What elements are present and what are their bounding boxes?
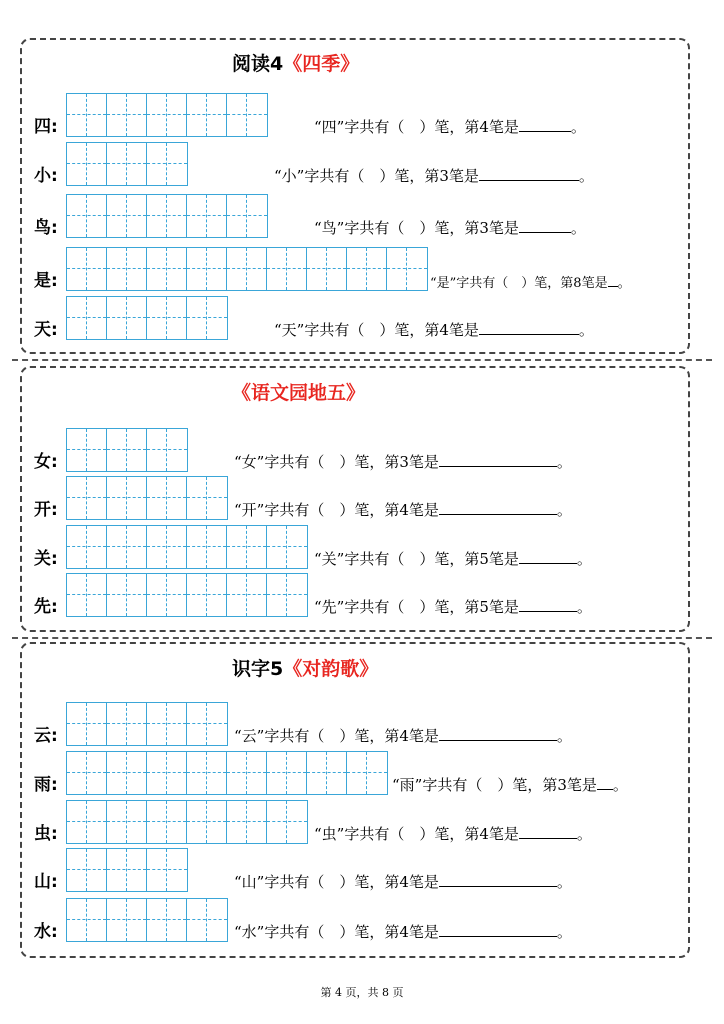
writing-grid[interactable] [66, 848, 188, 892]
grid-cell[interactable] [147, 526, 187, 568]
grid-cell[interactable] [227, 248, 267, 290]
grid-cell[interactable] [187, 297, 227, 339]
stroke-question: “四”字共有（ ）笔，第4笔是 。 [314, 118, 586, 136]
grid-cell[interactable] [387, 248, 427, 290]
section-divider [12, 359, 712, 361]
stroke-question: “先”字共有（ ）笔，第5笔是 。 [314, 598, 592, 616]
grid-cell[interactable] [107, 526, 147, 568]
grid-cell[interactable] [187, 801, 227, 843]
answer-blank[interactable] [439, 921, 557, 937]
grid-cell[interactable] [187, 703, 227, 745]
lesson-number: 阅读4 [232, 53, 284, 75]
grid-cell[interactable] [67, 526, 107, 568]
grid-cell[interactable] [67, 849, 107, 891]
grid-cell[interactable] [107, 849, 147, 891]
character-label: 水: [34, 922, 58, 942]
grid-cell[interactable] [147, 899, 187, 941]
stroke-question: “虫”字共有（ ）笔，第4笔是 。 [314, 825, 592, 843]
grid-cell[interactable] [187, 477, 227, 519]
grid-cell[interactable] [227, 801, 267, 843]
practice-row [0, 142, 724, 188]
grid-cell[interactable] [107, 801, 147, 843]
answer-blank[interactable] [519, 217, 571, 233]
grid-cell[interactable] [107, 143, 147, 185]
grid-cell[interactable] [147, 574, 187, 616]
grid-cell[interactable] [347, 248, 387, 290]
grid-cell[interactable] [147, 752, 187, 794]
writing-grid[interactable] [66, 247, 428, 291]
practice-row [0, 247, 724, 293]
grid-cell[interactable] [227, 94, 267, 136]
grid-cell[interactable] [147, 143, 187, 185]
grid-cell[interactable] [147, 248, 187, 290]
answer-blank[interactable] [479, 165, 579, 181]
answer-blank[interactable] [597, 774, 613, 790]
section-title [232, 49, 359, 76]
stroke-question: “天”字共有（ ）笔，第4笔是 。 [274, 321, 594, 339]
grid-cell[interactable] [67, 429, 107, 471]
writing-grid[interactable] [66, 573, 308, 617]
character-label: 女: [34, 452, 58, 472]
grid-cell[interactable] [227, 752, 267, 794]
character-label: 小: [34, 166, 58, 186]
grid-cell[interactable] [347, 752, 387, 794]
grid-cell[interactable] [187, 248, 227, 290]
character-label: 天: [34, 320, 58, 340]
grid-cell[interactable] [187, 899, 227, 941]
writing-grid[interactable] [66, 751, 388, 795]
grid-cell[interactable] [107, 297, 147, 339]
character-label: 开: [34, 500, 58, 520]
grid-cell[interactable] [67, 752, 107, 794]
writing-grid[interactable] [66, 194, 268, 238]
practice-row [0, 296, 724, 342]
grid-cell[interactable] [267, 752, 307, 794]
grid-cell[interactable] [227, 195, 267, 237]
grid-cell[interactable] [67, 477, 107, 519]
writing-grid[interactable] [66, 525, 308, 569]
grid-cell[interactable] [67, 703, 107, 745]
grid-cell[interactable] [267, 248, 307, 290]
grid-cell[interactable] [227, 526, 267, 568]
practice-row [0, 573, 724, 619]
grid-cell[interactable] [227, 574, 267, 616]
grid-cell[interactable] [67, 195, 107, 237]
stroke-question: “水”字共有（ ）笔，第4笔是 。 [234, 923, 572, 941]
character-label: 云: [34, 726, 58, 746]
answer-blank[interactable] [519, 823, 577, 839]
grid-cell[interactable] [147, 477, 187, 519]
writing-grid[interactable] [66, 296, 228, 340]
stroke-question: “关”字共有（ ）笔，第5笔是 。 [314, 550, 592, 568]
character-label: 虫: [34, 824, 58, 844]
writing-grid[interactable] [66, 898, 228, 942]
stroke-question: “小”字共有（ ）笔，第3笔是 。 [274, 167, 594, 185]
lesson-name: 《对韵歌》 [283, 658, 379, 680]
section-title [232, 378, 365, 405]
practice-row [0, 194, 724, 240]
practice-row [0, 525, 724, 571]
grid-cell[interactable] [67, 801, 107, 843]
lesson-name: 《语文园地五》 [232, 382, 366, 404]
section-title [232, 654, 378, 681]
section-divider [12, 637, 712, 639]
grid-cell[interactable] [187, 94, 227, 136]
grid-cell[interactable] [107, 429, 147, 471]
grid-cell[interactable] [67, 574, 107, 616]
grid-cell[interactable] [107, 574, 147, 616]
grid-cell[interactable] [67, 899, 107, 941]
grid-cell[interactable] [107, 248, 147, 290]
grid-cell[interactable] [107, 477, 147, 519]
grid-cell[interactable] [147, 297, 187, 339]
answer-blank[interactable] [479, 319, 579, 335]
practice-row [0, 898, 724, 944]
grid-cell[interactable] [307, 752, 347, 794]
grid-cell[interactable] [107, 703, 147, 745]
grid-cell[interactable] [147, 703, 187, 745]
answer-blank[interactable] [439, 725, 557, 741]
grid-cell[interactable] [67, 94, 107, 136]
answer-blank[interactable] [439, 499, 557, 515]
page-footer: 第 4 页，共 8 页 [320, 986, 404, 999]
practice-row [0, 800, 724, 846]
stroke-question: “开”字共有（ ）笔，第4笔是 。 [234, 501, 572, 519]
practice-row [0, 428, 724, 474]
character-label: 鸟: [34, 218, 58, 238]
grid-cell[interactable] [67, 297, 107, 339]
stroke-question: “山”字共有（ ）笔，第4笔是 。 [234, 873, 572, 891]
grid-cell[interactable] [67, 143, 107, 185]
answer-blank[interactable] [519, 116, 571, 132]
writing-grid[interactable] [66, 93, 268, 137]
writing-grid[interactable] [66, 800, 308, 844]
practice-row [0, 848, 724, 894]
grid-cell[interactable] [267, 574, 307, 616]
grid-cell[interactable] [107, 195, 147, 237]
character-label: 是: [34, 271, 58, 291]
character-label: 雨: [34, 775, 58, 795]
writing-grid[interactable] [66, 702, 228, 746]
grid-cell[interactable] [267, 526, 307, 568]
practice-row [0, 93, 724, 139]
lesson-name: 《四季》 [283, 53, 360, 75]
practice-row [0, 476, 724, 522]
answer-blank[interactable] [608, 273, 618, 287]
writing-grid[interactable] [66, 428, 188, 472]
grid-cell[interactable] [107, 899, 147, 941]
stroke-question: “鸟”字共有（ ）笔，第3笔是 。 [314, 219, 586, 237]
grid-cell[interactable] [187, 526, 227, 568]
answer-blank[interactable] [519, 596, 577, 612]
grid-cell[interactable] [147, 94, 187, 136]
grid-cell[interactable] [187, 752, 227, 794]
character-label: 山: [34, 872, 58, 892]
stroke-question: “是”字共有（ ）笔，第8笔是 。 [430, 272, 631, 291]
grid-cell[interactable] [67, 248, 107, 290]
grid-cell[interactable] [147, 801, 187, 843]
answer-blank[interactable] [439, 451, 557, 467]
character-label: 关: [34, 549, 58, 569]
answer-blank[interactable] [519, 548, 577, 564]
writing-grid[interactable] [66, 476, 228, 520]
stroke-question: “雨”字共有（ ）笔，第3笔是 。 [392, 776, 628, 794]
stroke-question: “女”字共有（ ）笔，第3笔是 。 [234, 453, 572, 471]
lesson-number: 识字5 [232, 658, 284, 680]
grid-cell[interactable] [147, 195, 187, 237]
practice-row [0, 702, 724, 748]
stroke-question: “云”字共有（ ）笔，第4笔是 。 [234, 727, 572, 745]
grid-cell[interactable] [107, 752, 147, 794]
character-label: 四: [34, 117, 58, 137]
answer-blank[interactable] [439, 871, 557, 887]
grid-cell[interactable] [107, 94, 147, 136]
grid-cell[interactable] [147, 849, 187, 891]
grid-cell[interactable] [267, 801, 307, 843]
practice-row [0, 751, 724, 797]
grid-cell[interactable] [147, 429, 187, 471]
character-label: 先: [34, 597, 58, 617]
grid-cell[interactable] [187, 195, 227, 237]
grid-cell[interactable] [187, 574, 227, 616]
grid-cell[interactable] [307, 248, 347, 290]
writing-grid[interactable] [66, 142, 188, 186]
